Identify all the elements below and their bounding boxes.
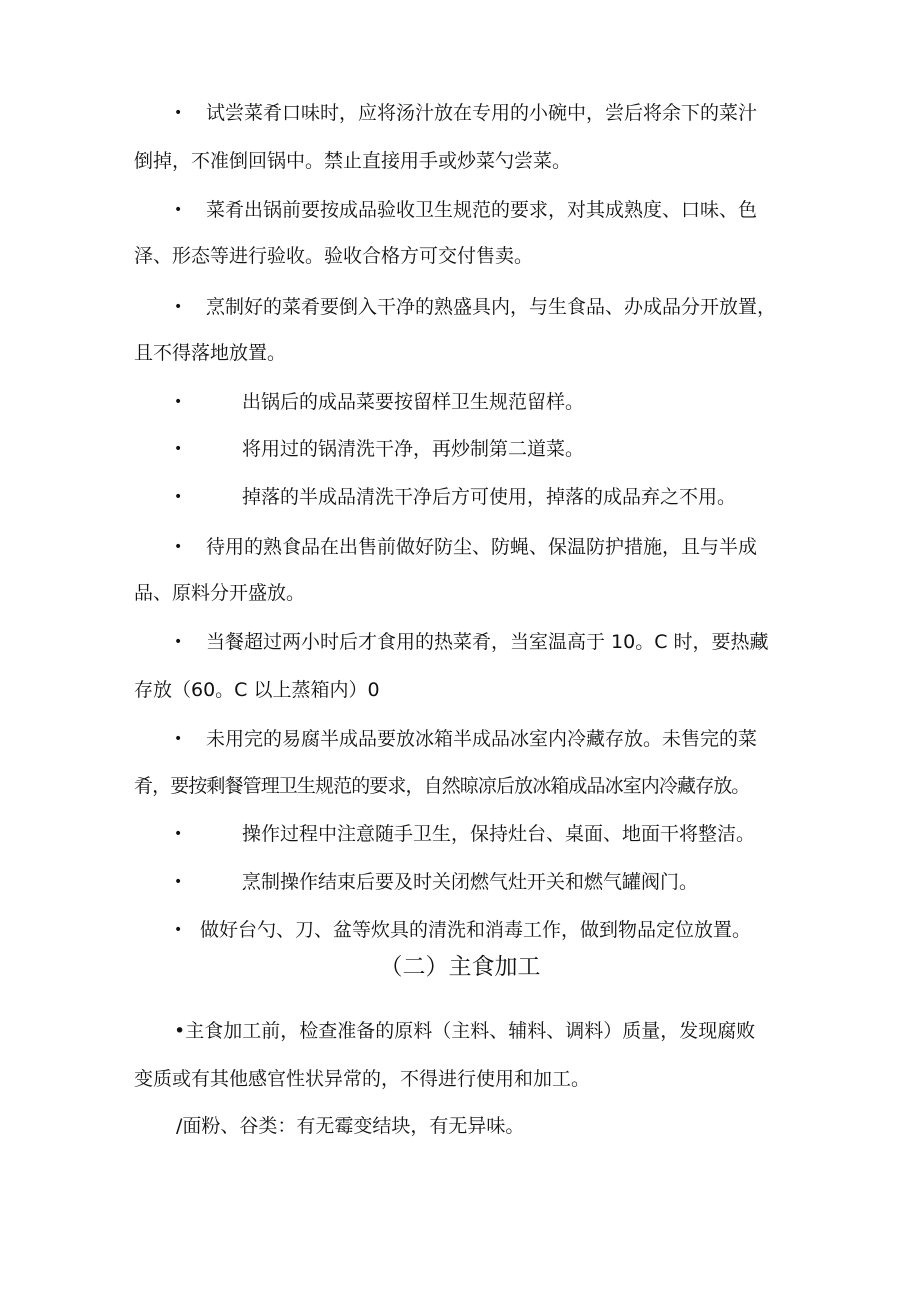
bullet: • (174, 634, 183, 650)
bullet: • (174, 874, 183, 890)
list-item-text: 肴，要按剩餐管理卫生规范的要求，自然晾凉后放冰箱成品冰室内冷藏存放。 (134, 775, 750, 797)
bullet: • (174, 489, 183, 505)
list-item-text: 当餐超过两小时后才食用的热菜肴，当室温高于 10。C 时，要热藏 (206, 631, 769, 653)
list-item-text: 待用的熟食品在出售前做好防尘、防蝇、保温防护措施，且与半成 (206, 536, 758, 558)
bullet: • (174, 394, 183, 410)
bullet: • (174, 105, 183, 121)
list-item-text: 试尝菜肴口味时，应将汤汁放在专用的小碗中，尝后将余下的菜汁 (206, 102, 758, 124)
list-item-text: 做好台勺、刀、盆等炊具的清洗和消毒工作，做到物品定位放置。 (200, 919, 752, 941)
bullet: • (174, 441, 183, 457)
bullet: • (174, 826, 183, 842)
list-item-text: 存放（60。C 以上蒸箱内）0 (134, 679, 380, 701)
list-item-text: 倒掉，不准倒回锅中。禁止直接用手或炒菜勺尝菜。 (134, 150, 572, 172)
list-item-text: 未用完的易腐半成品要放冰箱半成品冰室内冷藏存放。未售完的菜 (206, 728, 758, 750)
list-item-text: 且不得落地放置。 (134, 342, 287, 364)
list-item-text: 品、原料分开盛放。 (134, 582, 306, 604)
list-item-text: 操作过程中注意随手卫生，保持灶台、桌面、地面干将整洁。 (242, 823, 756, 845)
bullet: • (174, 922, 183, 938)
bullet: • (174, 202, 183, 218)
bullet: • (174, 731, 183, 747)
list-item-text: 将用过的锅清洗干净，再炒制第二道菜。 (242, 438, 585, 460)
list-item-text: 出锅后的成品菜要按留样卫生规范留样。 (242, 391, 585, 413)
list-item-text: 烹制好的菜肴要倒入干净的熟盛具内，与生食品、办成品分开放置， (206, 296, 777, 318)
paragraph-text: 变质或有其他感官性状异常的，不得进行使用和加工。 (134, 1068, 591, 1090)
list-item-text: 烹制操作结束后要及时关闭燃气灶开关和燃气罐阀门。 (242, 871, 699, 893)
bullet: • (174, 299, 183, 315)
check-item-text: /面粉、谷类：有无霉变结块，有无异味。 (176, 1115, 525, 1137)
section-heading: （二）主食加工 (379, 954, 541, 980)
list-item-text: 菜肴出锅前要按成品验收卫生规范的要求，对其成熟度、口味、色 (206, 199, 758, 221)
list-item-text: 泽、形态等进行验收。验收合格方可交付售卖。 (134, 245, 534, 267)
paragraph-text: •主食加工前，检查准备的原料（主料、辅料、调料）质量，发现腐败 (174, 1020, 756, 1042)
list-item-text: 掉落的半成品清洗干净后方可使用，掉落的成品弃之不用。 (242, 486, 737, 508)
bullet: • (174, 539, 183, 555)
